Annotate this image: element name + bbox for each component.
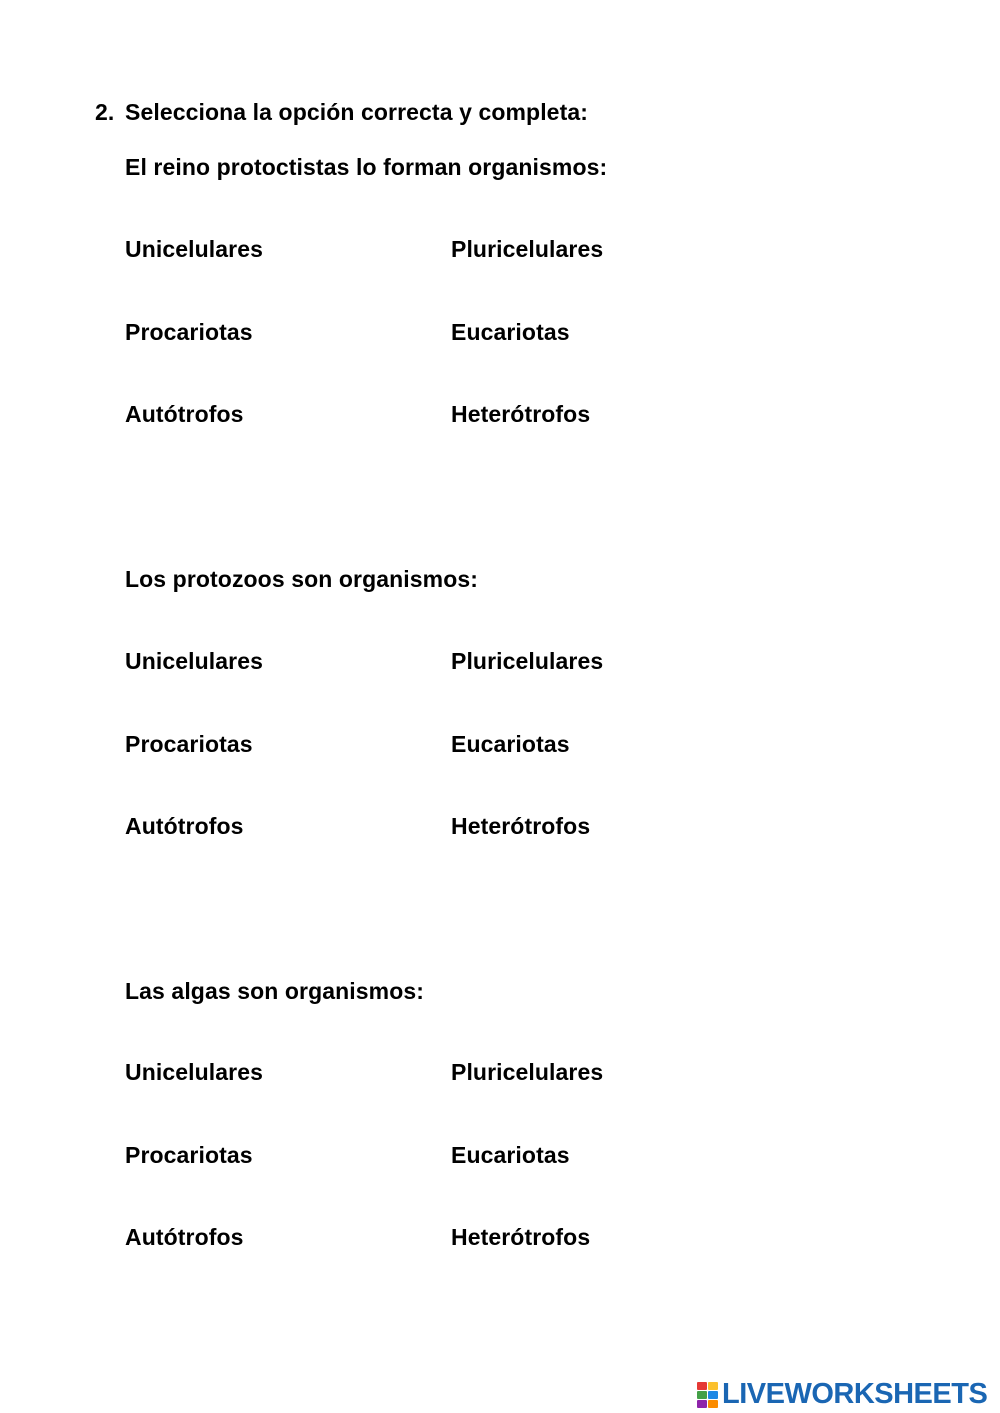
section-2-option-eucariotas[interactable]: Eucariotas	[451, 731, 570, 757]
liveworksheets-logo	[697, 1378, 987, 1410]
section-2-option-heterotrofos[interactable]: Heterótrofos	[451, 813, 591, 839]
section-3-option-eucariotas[interactable]: Eucariotas	[451, 1142, 570, 1168]
section-3-option-unicelulares[interactable]: Unicelulares	[125, 1059, 263, 1085]
liveworksheets-logo-icon	[697, 1381, 719, 1407]
section-2-prompt: Los protozoos son organismos:	[125, 566, 479, 592]
section-2-option-procariotas[interactable]: Procariotas	[125, 731, 253, 757]
section-1-option-procariotas[interactable]: Procariotas	[125, 319, 253, 345]
section-2-option-pluricelulares[interactable]: Pluricelulares	[451, 648, 604, 674]
section-1-option-pluricelulares[interactable]: Pluricelulares	[451, 236, 604, 262]
section-3-option-procariotas[interactable]: Procariotas	[125, 1142, 253, 1168]
section-3-prompt: Las algas son organismos:	[125, 978, 425, 1004]
question-number: 2.	[95, 99, 115, 125]
section-1-option-autotrofos[interactable]: Autótrofos	[125, 401, 244, 427]
section-3-option-pluricelulares[interactable]: Pluricelulares	[451, 1059, 604, 1085]
section-1-option-eucariotas[interactable]: Eucariotas	[451, 319, 570, 345]
liveworksheets-logo-text: LIVEWORKSHEETS	[722, 1377, 988, 1410]
section-1-option-heterotrofos[interactable]: Heterótrofos	[451, 401, 591, 427]
question-instruction: Selecciona la opción correcta y completa:	[125, 99, 588, 125]
section-3-option-autotrofos[interactable]: Autótrofos	[125, 1224, 244, 1250]
section-2-option-autotrofos[interactable]: Autótrofos	[125, 813, 244, 839]
section-3-option-heterotrofos[interactable]: Heterótrofos	[451, 1224, 591, 1250]
section-2-option-unicelulares[interactable]: Unicelulares	[125, 648, 263, 674]
section-1-option-unicelulares[interactable]: Unicelulares	[125, 236, 263, 262]
section-1-prompt: El reino protoctistas lo forman organismos:	[125, 154, 608, 180]
